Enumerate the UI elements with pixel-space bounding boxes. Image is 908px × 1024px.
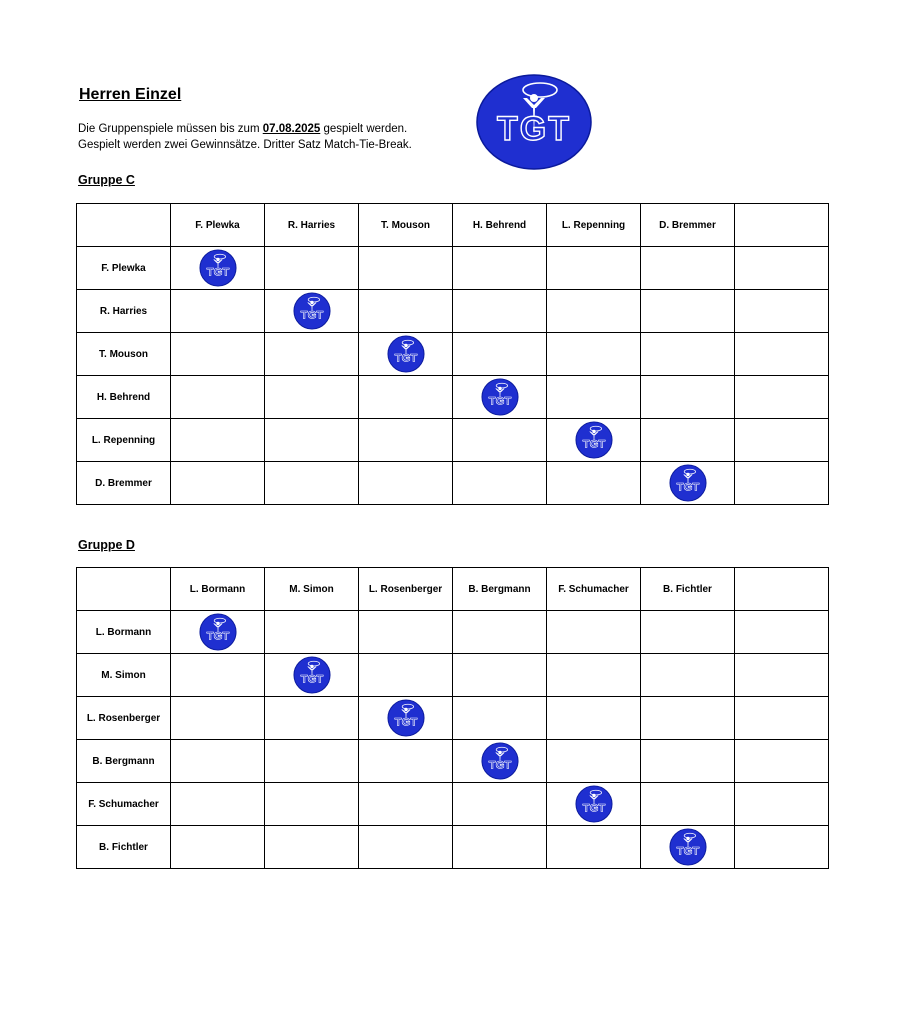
result-cell <box>735 826 829 869</box>
svg-text:TGT: TGT <box>488 395 511 408</box>
result-cell <box>453 697 547 740</box>
result-cell <box>453 654 547 697</box>
page-title: Herren Einzel <box>79 86 182 103</box>
diagonal-cell <box>641 826 735 869</box>
tgt-logo-badge <box>293 292 331 330</box>
result-cell <box>171 419 265 462</box>
table-row <box>77 697 829 740</box>
group-d-title: Gruppe D <box>78 538 135 552</box>
row-header: L. Repenning <box>77 419 171 462</box>
svg-text:TGT: TGT <box>676 481 699 494</box>
column-header: L. Rosenberger <box>359 568 453 611</box>
result-cell <box>265 611 359 654</box>
tgt-logo-badge <box>575 785 613 823</box>
result-cell <box>171 462 265 505</box>
row-header: L. Rosenberger <box>77 697 171 740</box>
result-cell <box>735 419 829 462</box>
group-d-table <box>76 567 829 869</box>
result-cell <box>265 826 359 869</box>
diagonal-cell <box>171 247 265 290</box>
result-cell <box>547 247 641 290</box>
result-cell <box>265 376 359 419</box>
result-cell <box>359 611 453 654</box>
result-cell <box>359 462 453 505</box>
diagonal-cell <box>641 462 735 505</box>
result-cell <box>359 419 453 462</box>
deadline-line <box>78 121 412 137</box>
result-cell <box>453 290 547 333</box>
result-cell <box>735 333 829 376</box>
result-cell <box>547 376 641 419</box>
column-header: H. Behrend <box>453 204 547 247</box>
result-cell <box>453 826 547 869</box>
result-cell <box>735 247 829 290</box>
diagonal-cell <box>453 376 547 419</box>
result-cell <box>265 247 359 290</box>
result-cell <box>359 783 453 826</box>
result-cell <box>453 333 547 376</box>
row-header: L. Bormann <box>77 611 171 654</box>
table-row <box>77 419 829 462</box>
result-cell <box>359 740 453 783</box>
result-cell <box>735 697 829 740</box>
column-header: L. Repenning <box>547 204 641 247</box>
empty-header-cell <box>735 204 829 247</box>
tgt-logo-badge <box>669 828 707 866</box>
svg-text:TGT: TGT <box>300 309 323 322</box>
result-cell <box>641 783 735 826</box>
row-header: F. Schumacher <box>77 783 171 826</box>
result-cell <box>359 290 453 333</box>
result-cell <box>359 247 453 290</box>
table-row <box>77 333 829 376</box>
result-cell <box>735 740 829 783</box>
column-header: F. Schumacher <box>547 568 641 611</box>
result-cell <box>735 462 829 505</box>
diagonal-cell <box>547 783 641 826</box>
svg-text:TGT: TGT <box>497 110 571 148</box>
result-cell <box>641 290 735 333</box>
result-cell <box>735 611 829 654</box>
result-cell <box>641 697 735 740</box>
diagonal-cell <box>547 419 641 462</box>
svg-text:TGT: TGT <box>582 802 605 815</box>
svg-text:TGT: TGT <box>488 759 511 772</box>
svg-text:TGT: TGT <box>300 673 323 686</box>
column-header: R. Harries <box>265 204 359 247</box>
result-cell <box>735 783 829 826</box>
corner-cell <box>77 204 171 247</box>
row-header: R. Harries <box>77 290 171 333</box>
diagonal-cell <box>453 740 547 783</box>
group-c-title: Gruppe C <box>78 173 135 187</box>
result-cell <box>171 783 265 826</box>
deadline-date: 07.08.2025 <box>262 123 321 135</box>
column-header: L. Bormann <box>171 568 265 611</box>
svg-text:TGT: TGT <box>394 716 417 729</box>
tgt-logo-badge <box>387 699 425 737</box>
result-cell <box>641 376 735 419</box>
row-header: B. Bergmann <box>77 740 171 783</box>
diagonal-cell <box>359 333 453 376</box>
result-cell <box>453 611 547 654</box>
result-cell <box>641 611 735 654</box>
result-cell <box>547 826 641 869</box>
table-row <box>77 740 829 783</box>
tgt-logo-badge <box>481 378 519 416</box>
result-cell <box>547 462 641 505</box>
result-cell <box>359 654 453 697</box>
deadline-text-post: gespielt werden. <box>320 123 408 135</box>
result-cell <box>641 247 735 290</box>
tgt-logo-badge <box>199 613 237 651</box>
tgt-logo-badge <box>387 335 425 373</box>
result-cell <box>547 697 641 740</box>
column-header: D. Bremmer <box>641 204 735 247</box>
row-header: B. Fichtler <box>77 826 171 869</box>
table-row <box>77 247 829 290</box>
result-cell <box>735 654 829 697</box>
tgt-logo-badge <box>481 742 519 780</box>
diagonal-cell <box>171 611 265 654</box>
column-header: T. Mouson <box>359 204 453 247</box>
result-cell <box>171 333 265 376</box>
result-cell <box>171 290 265 333</box>
tgt-logo-badge <box>293 656 331 694</box>
row-header: D. Bremmer <box>77 462 171 505</box>
result-cell <box>641 333 735 376</box>
deadline-text-pre: Die Gruppenspiele müssen bis zum <box>78 123 263 135</box>
column-header: B. Bergmann <box>453 568 547 611</box>
result-cell <box>171 654 265 697</box>
table-row <box>77 654 829 697</box>
diagonal-cell <box>265 654 359 697</box>
result-cell <box>641 654 735 697</box>
table-row <box>77 611 829 654</box>
result-cell <box>453 462 547 505</box>
intro-text <box>78 121 412 153</box>
result-cell <box>735 376 829 419</box>
rules-line: Gespielt werden zwei Gewinnsätze. Dritter Satz Match-Tie-Break. <box>78 139 412 151</box>
tgt-logo-badge <box>575 421 613 459</box>
result-cell <box>453 783 547 826</box>
empty-header-cell <box>735 568 829 611</box>
svg-text:TGT: TGT <box>206 630 229 643</box>
svg-text:TGT: TGT <box>582 438 605 451</box>
table-row <box>77 783 829 826</box>
tgt-logo <box>476 74 592 170</box>
table-row <box>77 462 829 505</box>
corner-cell <box>77 568 171 611</box>
result-cell <box>453 247 547 290</box>
result-cell <box>265 740 359 783</box>
column-header: B. Fichtler <box>641 568 735 611</box>
result-cell <box>265 462 359 505</box>
result-cell <box>265 333 359 376</box>
result-cell <box>359 826 453 869</box>
table-row <box>77 826 829 869</box>
result-cell <box>359 376 453 419</box>
result-cell <box>171 740 265 783</box>
result-cell <box>265 783 359 826</box>
result-cell <box>171 697 265 740</box>
result-cell <box>547 333 641 376</box>
result-cell <box>547 290 641 333</box>
tgt-logo-badge <box>199 249 237 287</box>
result-cell <box>641 740 735 783</box>
result-cell <box>171 826 265 869</box>
result-cell <box>547 654 641 697</box>
result-cell <box>547 740 641 783</box>
result-cell <box>171 376 265 419</box>
diagonal-cell <box>265 290 359 333</box>
row-header: T. Mouson <box>77 333 171 376</box>
group-c-table <box>76 203 829 505</box>
result-cell <box>265 419 359 462</box>
table-row <box>77 290 829 333</box>
row-header: F. Plewka <box>77 247 171 290</box>
result-cell <box>641 419 735 462</box>
row-header: H. Behrend <box>77 376 171 419</box>
header-row <box>77 204 829 247</box>
result-cell <box>265 697 359 740</box>
svg-text:TGT: TGT <box>206 266 229 279</box>
svg-text:TGT: TGT <box>676 845 699 858</box>
result-cell <box>547 611 641 654</box>
column-header: M. Simon <box>265 568 359 611</box>
header-row <box>77 568 829 611</box>
row-header: M. Simon <box>77 654 171 697</box>
table-row <box>77 376 829 419</box>
diagonal-cell <box>359 697 453 740</box>
column-header: F. Plewka <box>171 204 265 247</box>
result-cell <box>735 290 829 333</box>
tgt-logo-badge <box>669 464 707 502</box>
result-cell <box>453 419 547 462</box>
svg-text:TGT: TGT <box>394 352 417 365</box>
